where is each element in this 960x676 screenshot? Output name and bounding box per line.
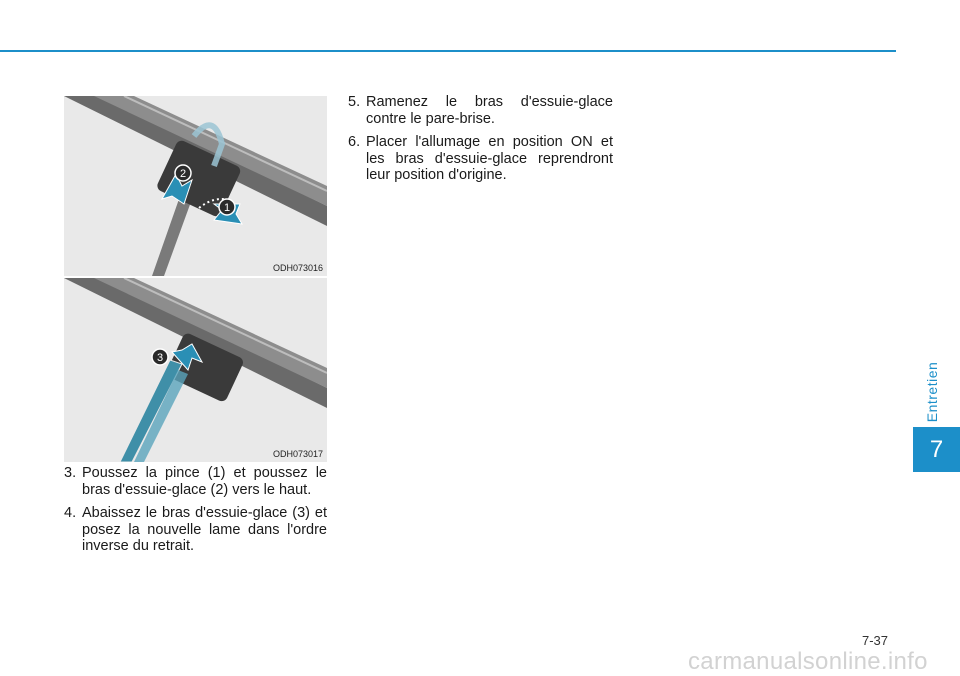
callout-2: 2 xyxy=(179,168,187,180)
watermark[interactable]: carmanualsonline.info xyxy=(688,648,928,675)
step-6 xyxy=(348,134,613,184)
wiper-illustration-2 xyxy=(64,278,327,462)
instructions-right xyxy=(348,94,613,191)
step-text: Abaissez le bras d'essuie-glace (3) et posez la nouvelle lame dans l'ordre inverse du retrait. xyxy=(82,505,327,554)
section-title: Entretien xyxy=(924,361,940,423)
figure-code: ODH073017 xyxy=(272,449,323,459)
instructions-left xyxy=(64,465,327,562)
chapter-number: 7 xyxy=(929,435,944,463)
figure-code: ODH073016 xyxy=(272,263,323,273)
step-number: 3. xyxy=(64,465,77,481)
chapter-tab[interactable] xyxy=(913,427,960,472)
callout-3: 3 xyxy=(156,352,164,364)
step-text: Ramenez le bras d'essuie-glace contre le pare-brise. xyxy=(366,94,613,127)
step-3 xyxy=(64,465,327,498)
step-text: Placer l'allumage en position ON et les bras d'essuie-glace reprendront leur position d'origine. xyxy=(366,134,613,183)
step-5 xyxy=(348,94,613,127)
step-4 xyxy=(64,505,327,555)
step-number: 6. xyxy=(348,134,361,150)
wiper-illustration-1 xyxy=(64,96,327,276)
header-rule xyxy=(0,50,896,52)
figure-wiper-arm-lower xyxy=(64,278,327,462)
step-text: Poussez la pince (1) et poussez le bras d'essuie-glace (2) vers le haut. xyxy=(82,465,327,498)
page-number: 7-37 xyxy=(862,633,889,648)
step-number: 4. xyxy=(64,505,77,521)
callout-1: 1 xyxy=(223,202,231,214)
figure-wiper-clip-release xyxy=(64,96,327,276)
step-number: 5. xyxy=(348,94,361,110)
